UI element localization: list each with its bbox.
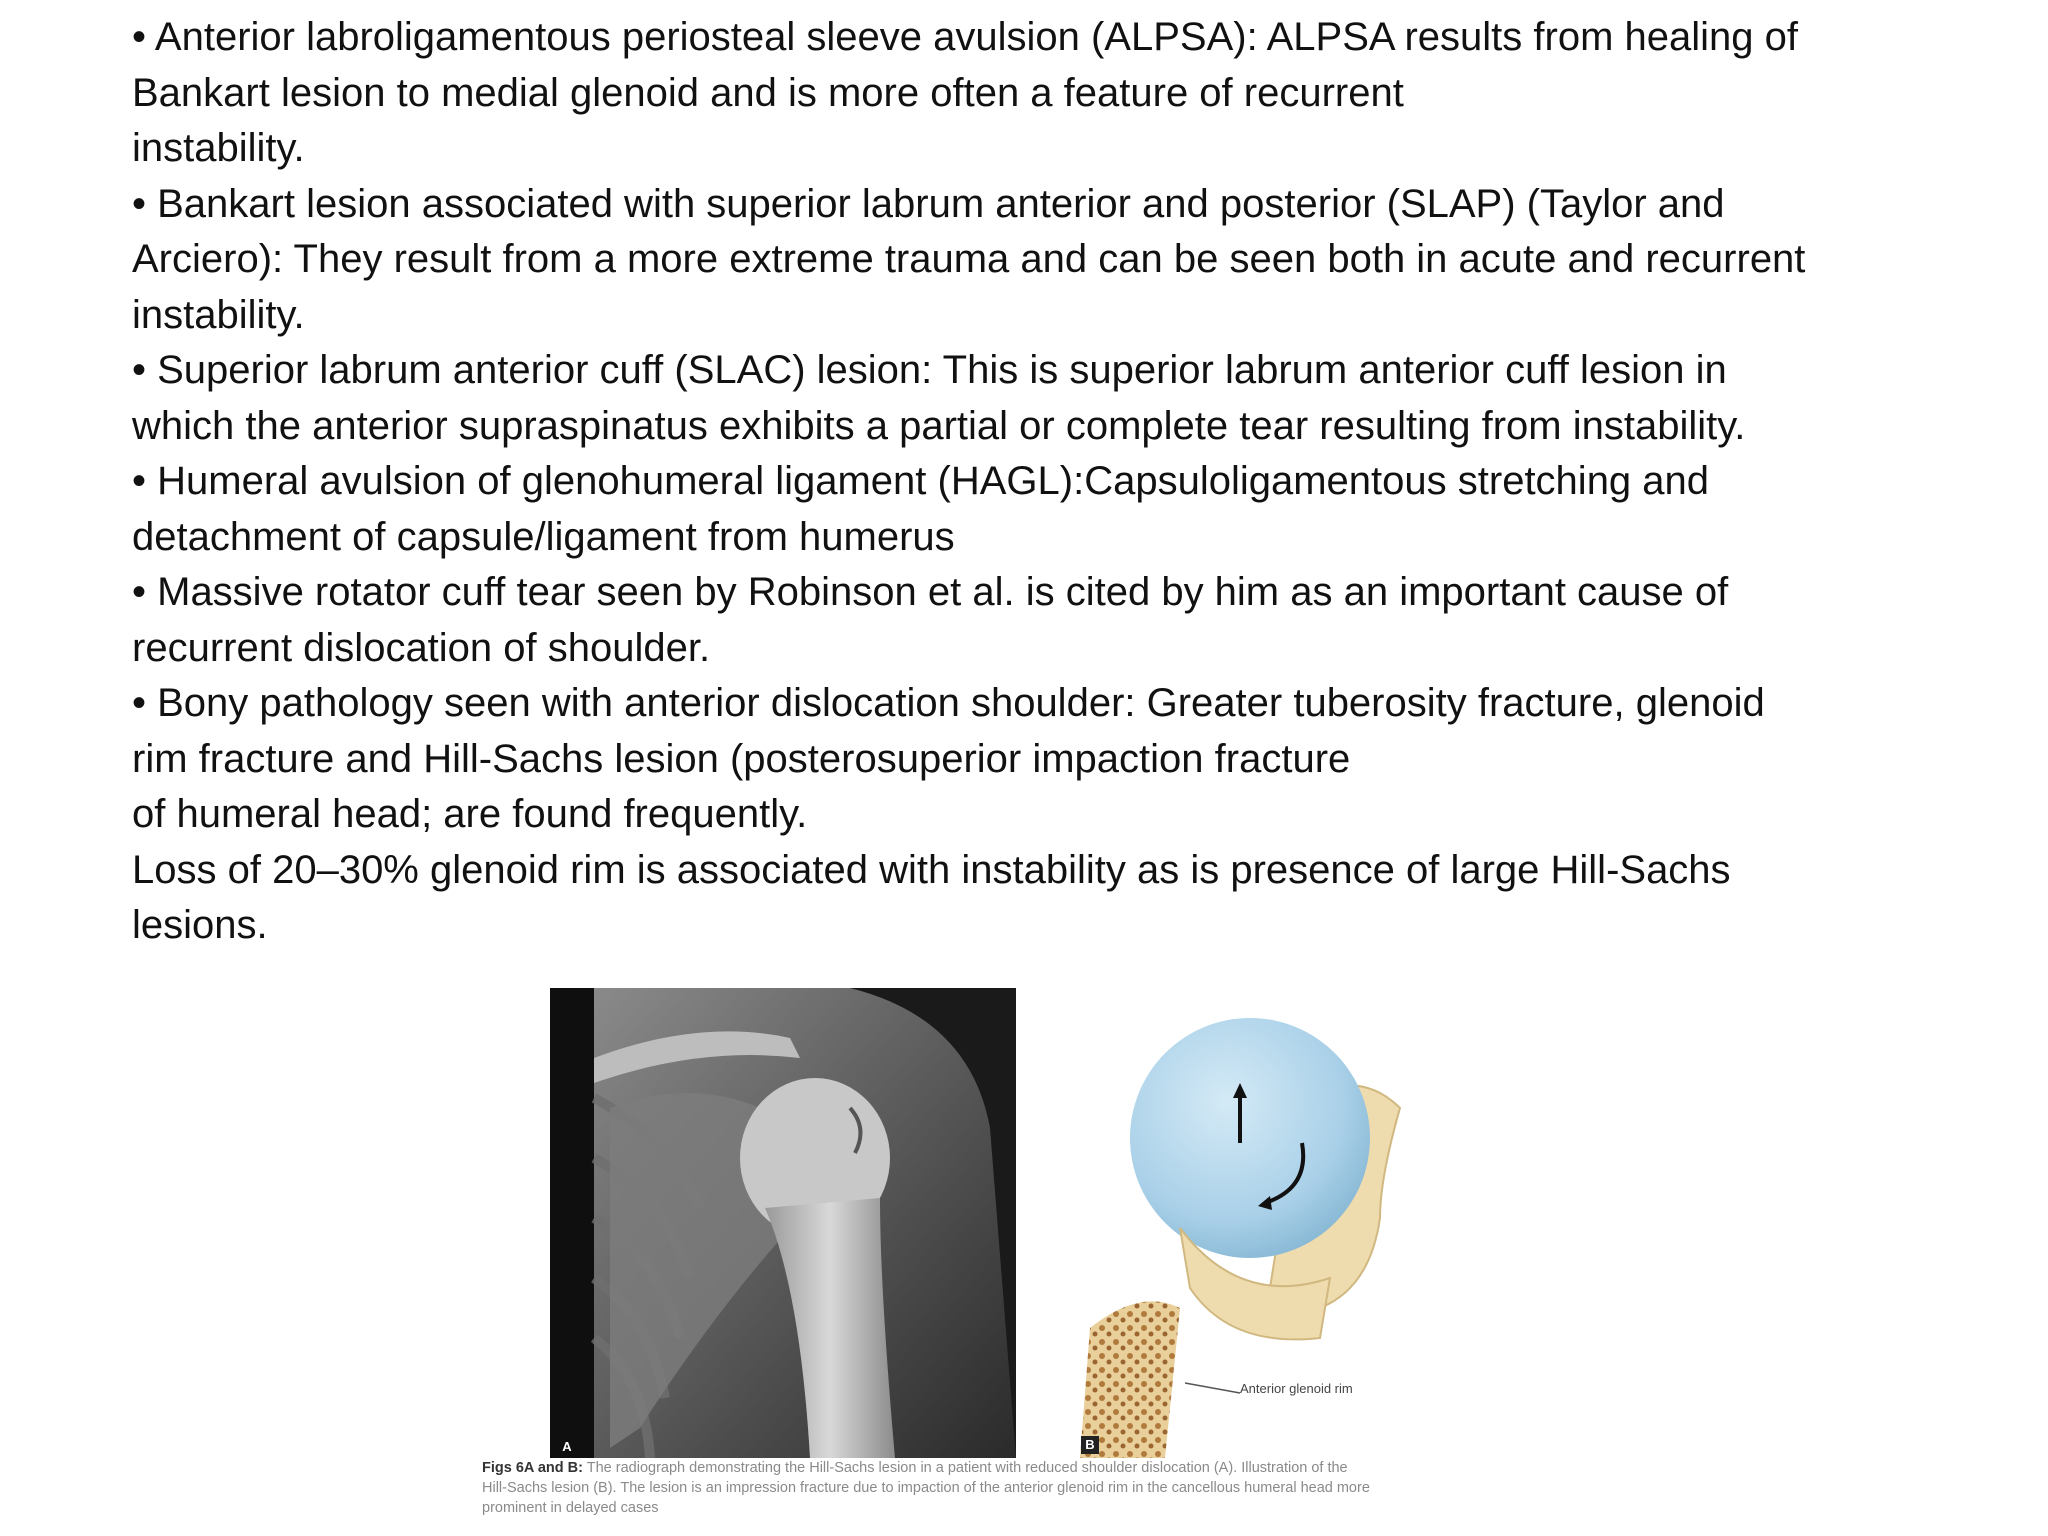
text-line: • Anterior labroligamentous periosteal sleeve avulsion (ALPSA): ALPSA results from healing of bbox=[132, 15, 1798, 59]
caption-line: The radiograph demonstrating the Hill-Sachs lesion in a patient with reduced shoulder dislocation (A). Illustration of the bbox=[586, 1460, 1348, 1476]
text-line: of humeral head; are found frequently. bbox=[132, 792, 808, 836]
text-line: • Bankart lesion associated with superior labrum anterior and posterior (SLAP) (Taylor and bbox=[132, 181, 1725, 226]
paragraph-bankart-slap bbox=[132, 177, 1952, 344]
figure-caption bbox=[482, 1458, 1522, 1518]
text-line: • Massive rotator cuff tear seen by Robinson et al. is cited by him as an important cause of bbox=[132, 570, 1729, 614]
text-line: Arciero): They result from a more extreme trauma and can be seen both in acute and recurrent bbox=[132, 237, 1806, 281]
text-line: • Bony pathology seen with anterior dislocation shoulder: Greater tuberosity fracture, glenoid bbox=[132, 681, 1765, 725]
text-line: which the anterior supraspinatus exhibits a partial or complete tear resulting from instability. bbox=[132, 403, 1746, 448]
caption-line: Hill-Sachs lesion (B). The lesion is an impression fracture due to impaction of the anterior glenoid rim in the cancellous humeral head more bbox=[482, 1480, 1370, 1496]
paragraph-slac bbox=[132, 343, 1952, 454]
text-line: • Superior labrum anterior cuff (SLAC) lesion: This is superior labrum anterior cuff lesion in bbox=[132, 348, 1727, 392]
text-line: Bankart lesion to medial glenoid and is more often a feature of recurrent bbox=[132, 70, 1404, 115]
text-line: rim fracture and Hill-Sachs lesion (posterosuperior impaction fracture bbox=[132, 736, 1351, 781]
panel-label-b: B bbox=[1081, 1436, 1099, 1454]
figure-6 bbox=[480, 978, 1530, 1536]
paragraph-rotator-cuff bbox=[132, 565, 1952, 676]
text-line: instability. bbox=[132, 292, 305, 337]
paragraph-hagl bbox=[132, 454, 1952, 565]
text-line: detachment of capsule/ligament from humerus bbox=[132, 514, 955, 559]
anterior-glenoid-rim-label: Anterior glenoid rim bbox=[1240, 1381, 1353, 1396]
bullet-text-block bbox=[132, 10, 1952, 954]
paragraph-glenoid-loss bbox=[132, 843, 1952, 954]
text-line: Loss of 20–30% glenoid rim is associated with instability as is presence of large Hill-Sachs bbox=[132, 847, 1731, 892]
text-line: instability. bbox=[132, 126, 305, 170]
paragraph-alpsa bbox=[132, 10, 1952, 177]
panel-label-a: A bbox=[562, 1439, 572, 1454]
paragraph-bony-pathology bbox=[132, 676, 1952, 843]
caption-line: prominent in delayed cases bbox=[482, 1500, 659, 1516]
text-line: lesions. bbox=[132, 903, 268, 947]
radiograph-image bbox=[550, 988, 1016, 1458]
caption-lead: Figs 6A and B: bbox=[482, 1460, 583, 1476]
text-line: recurrent dislocation of shoulder. bbox=[132, 625, 711, 670]
text-line: • Humeral avulsion of glenohumeral ligament (HAGL):Capsuloligamentous stretching and bbox=[132, 459, 1710, 503]
